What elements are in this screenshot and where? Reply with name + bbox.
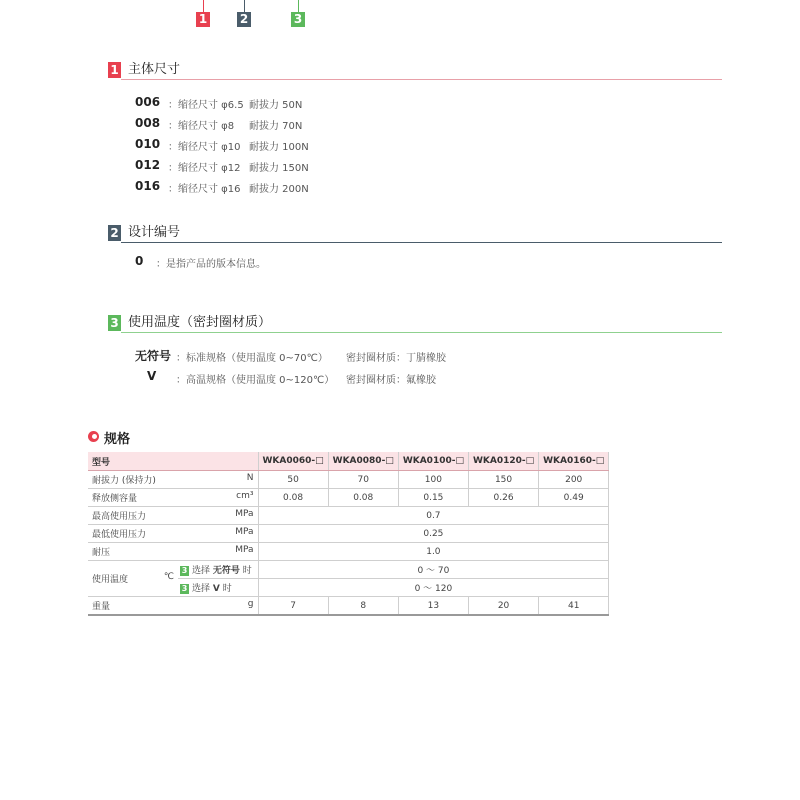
key-marker-2: 2	[237, 12, 251, 27]
table-cell: 0.15	[398, 489, 468, 507]
row-label	[88, 489, 258, 507]
select-suffix: 时	[242, 566, 252, 576]
table-cell: 0.49	[539, 489, 609, 507]
row-label	[88, 525, 258, 543]
table-cell: 0.25	[258, 525, 609, 543]
table-cell: 100	[398, 471, 468, 489]
row-name: 释放侧容量	[92, 494, 138, 504]
design-code: 0	[135, 254, 144, 268]
row-name: 耐拔力 (保持力)	[92, 476, 156, 486]
table-cell: 7	[258, 597, 328, 616]
model-header: WKA0160-□	[539, 452, 609, 471]
bullet-icon	[88, 431, 99, 442]
section-3-header	[108, 315, 722, 333]
row-unit: N	[246, 473, 254, 483]
model-header: WKA0060-□	[258, 452, 328, 471]
spec-title: 规格	[104, 432, 131, 447]
section-3-rule	[121, 332, 722, 333]
section-2-header	[108, 225, 722, 243]
table-row	[88, 543, 609, 561]
table-cell: 0.7	[258, 507, 609, 525]
size-force: 耐拔力 150N	[249, 163, 309, 174]
size-code: 006	[135, 95, 161, 109]
row-name: 最高使用压力	[92, 512, 147, 522]
section-1-rule	[121, 79, 722, 80]
model-header: WKA0080-□	[328, 452, 398, 471]
spec-table	[88, 452, 609, 616]
select-prefix: 选择	[192, 584, 211, 594]
row-name: 最低使用压力	[92, 530, 147, 540]
table-cell: 150	[468, 471, 538, 489]
table-cell: 0 ～ 120	[258, 579, 609, 597]
section-3-badge: 3	[181, 583, 188, 593]
size-force: 耐拔力 100N	[249, 142, 309, 153]
row-unit: cm³	[236, 491, 254, 501]
key-marker-1: 1	[196, 12, 210, 27]
section-1-title: 主体尺寸	[128, 62, 181, 77]
seal-material-standard: 密封圈材质：丁腈橡胶	[346, 353, 446, 364]
size-code: 016	[135, 179, 161, 193]
section-3-badge: 3	[181, 565, 188, 575]
option-code: 无符号	[212, 566, 240, 576]
table-cell: 200	[539, 471, 609, 489]
table-cell: 50	[258, 471, 328, 489]
key-line-2	[244, 0, 245, 12]
table-cell: 0.08	[328, 489, 398, 507]
table-header-row	[88, 452, 609, 471]
size-force: 耐拔力 50N	[249, 100, 303, 111]
row-name: 使用温度	[92, 575, 129, 585]
row-unit: MPa	[235, 545, 254, 555]
size-force: 耐拔力 200N	[249, 184, 309, 195]
key-line-1	[203, 0, 204, 12]
size-desc: ：缩径尺寸 φ16	[168, 184, 241, 195]
section-2-rule	[121, 242, 722, 243]
table-cell: 1.0	[258, 543, 609, 561]
size-code: 008	[135, 116, 161, 130]
model-header: WKA0120-□	[468, 452, 538, 471]
select-prefix: 选择	[192, 566, 211, 576]
row-name: 耐压	[92, 548, 111, 558]
section-2-title: 设计编号	[128, 225, 181, 240]
size-code: 012	[135, 158, 161, 172]
size-force: 耐拔力 70N	[249, 121, 303, 132]
temp-desc-standard: ：标准规格（使用温度 0~70℃）	[176, 353, 328, 364]
table-cell: 0.08	[258, 489, 328, 507]
table-row	[88, 471, 609, 489]
table-cell: 70	[328, 471, 398, 489]
model-label-cell: 型号	[88, 452, 258, 471]
table-cell: 0.26	[468, 489, 538, 507]
section-1-number: 1	[108, 62, 121, 78]
key-marker-3: 3	[291, 12, 305, 27]
table-cell: 8	[328, 597, 398, 616]
size-desc: ：缩径尺寸 φ12	[168, 163, 241, 174]
table-row	[88, 507, 609, 525]
row-unit: MPa	[235, 509, 254, 519]
select-suffix: 时	[222, 584, 232, 594]
table-cell: 13	[398, 597, 468, 616]
row-label	[88, 597, 258, 616]
table-cell: 0 ～ 70	[258, 561, 609, 579]
temp-code-standard: 无符号	[135, 349, 172, 363]
design-desc: ：是指产品的版本信息。	[156, 259, 266, 270]
table-row	[88, 561, 609, 579]
row-label	[88, 471, 258, 489]
temp-option-cell	[178, 561, 258, 579]
row-name: 重量	[92, 602, 111, 612]
row-label	[88, 543, 258, 561]
row-label	[88, 507, 258, 525]
temp-code-v: V	[147, 369, 157, 383]
row-unit: MPa	[235, 527, 254, 537]
model-header: WKA0100-□	[398, 452, 468, 471]
section-2-number: 2	[108, 225, 121, 241]
table-cell: 20	[468, 597, 538, 616]
table-row	[88, 597, 609, 616]
section-3-title: 使用温度（密封圈材质）	[128, 315, 272, 330]
size-desc: ：缩径尺寸 φ10	[168, 142, 241, 153]
table-cell: 41	[539, 597, 609, 616]
seal-material-v: 密封圈材质：氟橡胶	[346, 375, 436, 386]
size-code: 010	[135, 137, 161, 151]
size-desc: ：缩径尺寸 φ6.5	[168, 100, 244, 111]
row-unit: g	[247, 599, 254, 609]
key-line-3	[298, 0, 299, 12]
table-row	[88, 489, 609, 507]
section-3-number: 3	[108, 315, 121, 331]
row-label	[88, 561, 178, 597]
section-1-header	[108, 62, 722, 80]
temp-option-cell	[178, 579, 258, 597]
option-code: V	[212, 584, 220, 594]
row-unit: ℃	[163, 572, 174, 582]
size-desc: ：缩径尺寸 φ8	[168, 121, 235, 132]
table-row	[88, 525, 609, 543]
temp-desc-v: ：高温规格（使用温度 0~120℃）	[176, 375, 335, 386]
